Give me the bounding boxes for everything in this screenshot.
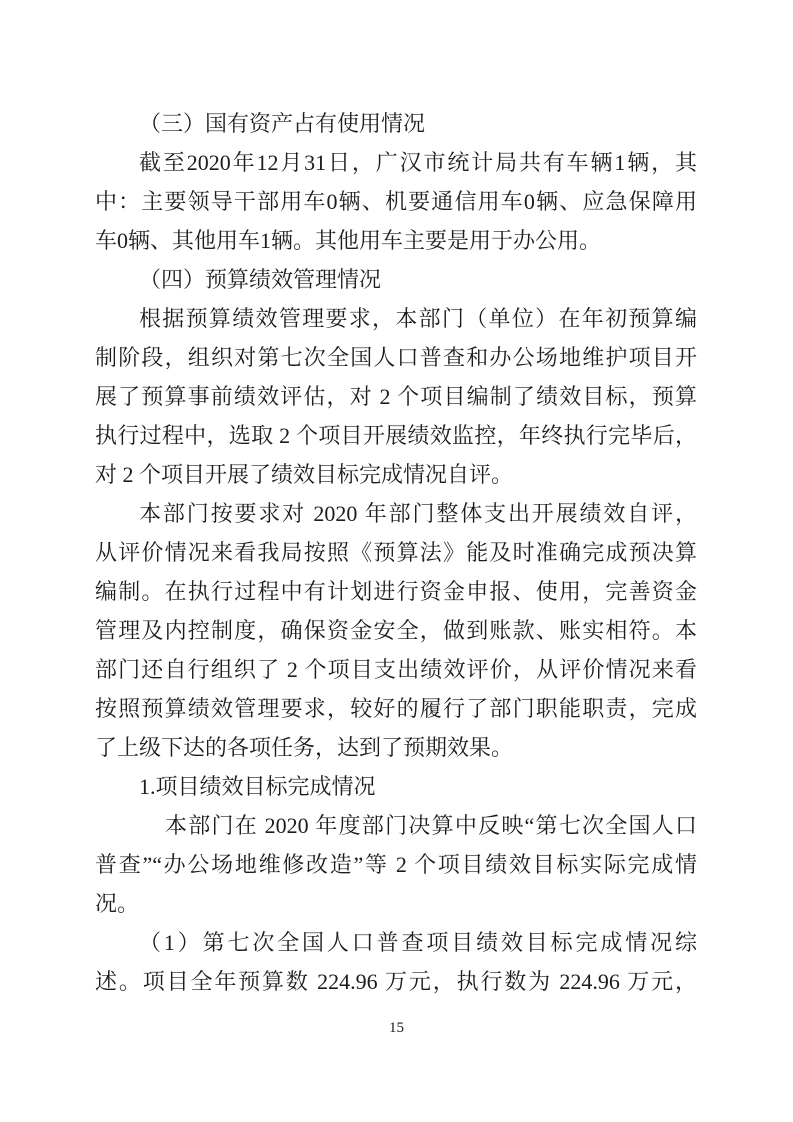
text-line: 对 2 个项目开展了绩效目标完成情况自评。 <box>95 462 514 487</box>
text-line: 普查”“办公场地维修改造”等 2 个项目绩效目标实际完成情 <box>95 852 697 877</box>
document-body <box>95 104 697 1001</box>
text-line: 管理及内控制度，确保资金安全，做到账款、账实相符。本 <box>95 618 697 643</box>
text-line: 本部门在 2020 年度部门决算中反映“第七次全国人口 <box>165 813 697 838</box>
text-line: 从评价情况来看我局按照《预算法》能及时准确完成预决算 <box>95 540 697 565</box>
text-line: 述。项目全年预算数 224.96 万元，执行数为 224.96 万元， <box>95 969 697 994</box>
text-line: 制阶段，组织对第七次全国人口普查和办公场地维护项目开 <box>95 345 697 370</box>
text-line: 中：主要领导干部用车0辆、机要通信用车0辆、应急保障用 <box>95 189 697 214</box>
text-line: 截至2020年12月31日，广汉市统计局共有车辆1辆，其 <box>139 150 697 175</box>
subsection-heading-1: 1.项目绩效目标完成情况 <box>139 774 376 799</box>
text-line: 况。 <box>95 891 140 916</box>
text-line: 本部门按要求对 2020 年部门整体支出开展绩效自评， <box>139 501 697 526</box>
text-line: （1）第七次全国人口普查项目绩效目标完成情况综 <box>139 930 697 955</box>
text-line: 车0辆、其他用车1辆。其他用车主要是用于办公用。 <box>95 228 602 253</box>
text-line: 执行过程中，选取 2 个项目开展绩效监控，年终执行完毕后， <box>95 423 697 448</box>
section-heading-3: （三）国有资产占有使用情况 <box>139 111 426 136</box>
page-number: 15 <box>389 1020 404 1036</box>
text-line: 展了预算事前绩效评估，对 2 个项目编制了绩效目标，预算 <box>95 384 697 409</box>
section-heading-4: （四）预算绩效管理情况 <box>139 267 382 292</box>
text-line: 了上级下达的各项任务，达到了预期效果。 <box>95 735 514 760</box>
text-line: 部门还自行组织了 2 个项目支出绩效评价，从评价情况来看 <box>95 657 697 682</box>
text-line: 编制。在执行过程中有计划进行资金申报、使用，完善资金 <box>95 579 697 604</box>
text-line: 按照预算绩效管理要求，较好的履行了部门职能职责，完成 <box>95 696 697 721</box>
text-line: 根据预算绩效管理要求，本部门（单位）在年初预算编 <box>139 306 697 331</box>
